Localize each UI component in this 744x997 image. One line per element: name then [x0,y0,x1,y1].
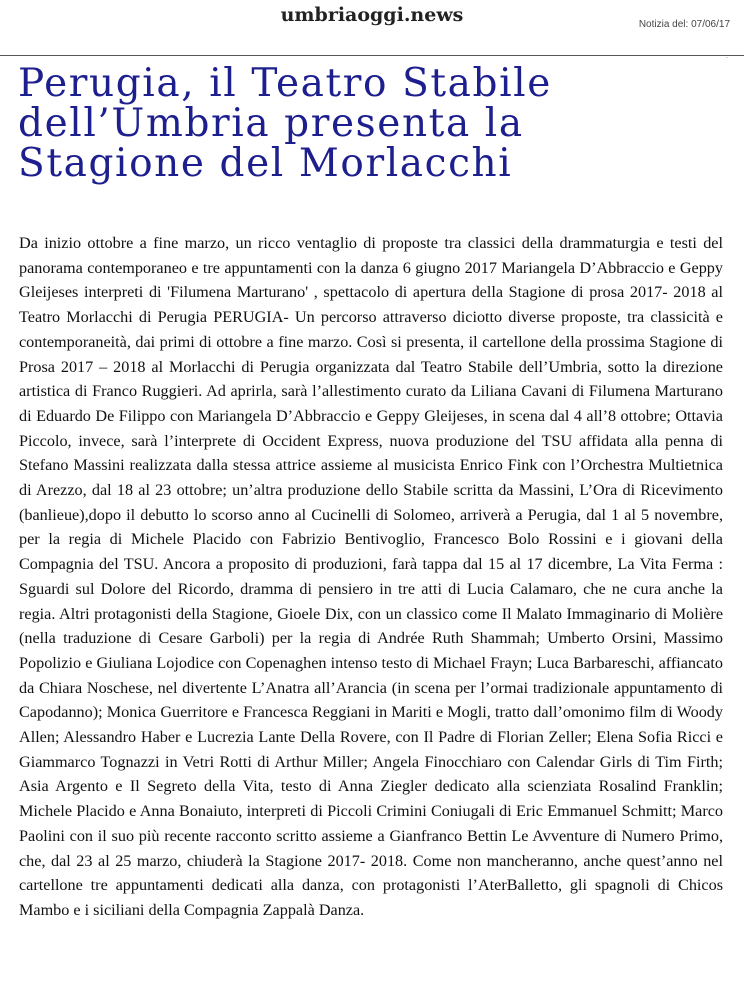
site-name: umbriaoggi.news [280,4,464,26]
header-marker: . [725,51,728,60]
article-title: Perugia, il Teatro Stabile dell’Umbria presenta la Stagione del Morlacchi [18,61,552,186]
header-divider [0,55,744,56]
article-body: Da inizio ottobre a fine marzo, un ricco ventaglio di proposte tra classici della drammaturgia e testi del panorama contemporaneo e tre appuntamenti con la danza 6 giugno 2017 Mariangela D’Abbraccio e Geppy Gleijeses interpreti di 'Filumena Marturano' , spettacolo di apertura della Stagione di prosa 2017- 2018 al Teatro Morlacchi di Perugia PERUGIA- Un percorso attraverso diciotto diverse proposte, tra classicità e contemporaneità, dai primi di ottobre a fine marzo. Così si presenta, il cartellone della prossima Stagione di Prosa 2017 – 2018 al Morlacchi di Perugia organizzata dal Teatro Stabile dell’Umbria, sotto la direzione artistica di Franco Ruggieri. Ad aprirla, sarà l’allestimento curato da Liliana Cavani di Filumena Marturano di Eduardo De Filippo con Mariangela D’Abbraccio e Geppy Gleijeses, in scena dal 4 all’8 ottobre; Ottavia Piccolo, invece, sarà l’interprete di Occident Express, nuova produzione del TSU affidata alla penna di Stefano Massini realizzata dalla stessa attrice assieme al musicista Enrico Fink con l’Orchestra Multietnica di Arezzo, dal 18 al 23 ottobre; un’altra produzione dello Stabile scritta da Massini, L’Ora di Ricevimento (banlieue),dopo il debutto lo scorso anno al Cucinelli di Solomeo, arriverà a Perugia, dal 1 al 5 novembre, per la regia di Michele Placido con Fabrizio Bentivoglio, Francesco Bolo Rossini e i giovani della Compagnia del TSU. Ancora a proposito di produzioni, farà tappa dal 15 al 17 dicembre, La Vita Ferma : Sguardi sul Dolore del Ricordo, dramma di pensiero in tre atti di Lucia Calamaro, che ne cura anche la regia. Altri protagonisti della Stagione, Gioele Dix, con un classico come Il Malato Immaginario di Molière (nella traduzione di Cesare Garboli) per la regia di Andrée Ruth Shammah; Umberto Orsini, Massimo Popolizio e Giuliana Lojodice con Copenaghen intenso testo di Michael Frayn; Luca Barbareschi, affiancato da Chiara Noschese, nel divertente L’Anatra all’Arancia (in scena per l’ormai tradizionale appuntamento di Capodanno); Monica Guerritore e Francesca Reggiani in Mariti e Mogli, tratto dall’omonimo film di Woody Allen; Alessandro Haber e Lucrezia Lante Della Rovere, con Il Padre di Florian Zeller; Elena Sofia Ricci e Giammarco Tognazzi in Vetri Rotti di Arthur Miller; Angela Finocchiaro con Calendar Girls di Tim Firth; Asia Argento e Il Segreto della Vita, testo di Anna Ziegler dedicato alla scienziata Rosalind Franklin; Michele Placido e Anna Bonaiuto, interpreti di Piccoli Crimini Coniugali di Eric Emmanuel Schmitt; Marco Paolini con il suo più recente racconto scritto assieme a Gianfranco Bettin Le Avventure di Numero Primo, che, dal 23 al 25 marzo, chiuderà la Stagione 2017- 2018. Come non mancheranno, anche quest’anno nel cartellone tre appuntamenti dedicati alla danza, con protagonisti l’AterBalletto, gli spagnoli di Chicos Mambo e i siciliani della Compagnia Zappalà Danza. [19,234,723,919]
publication-date: Notizia del: 07/06/17 [638,19,730,30]
